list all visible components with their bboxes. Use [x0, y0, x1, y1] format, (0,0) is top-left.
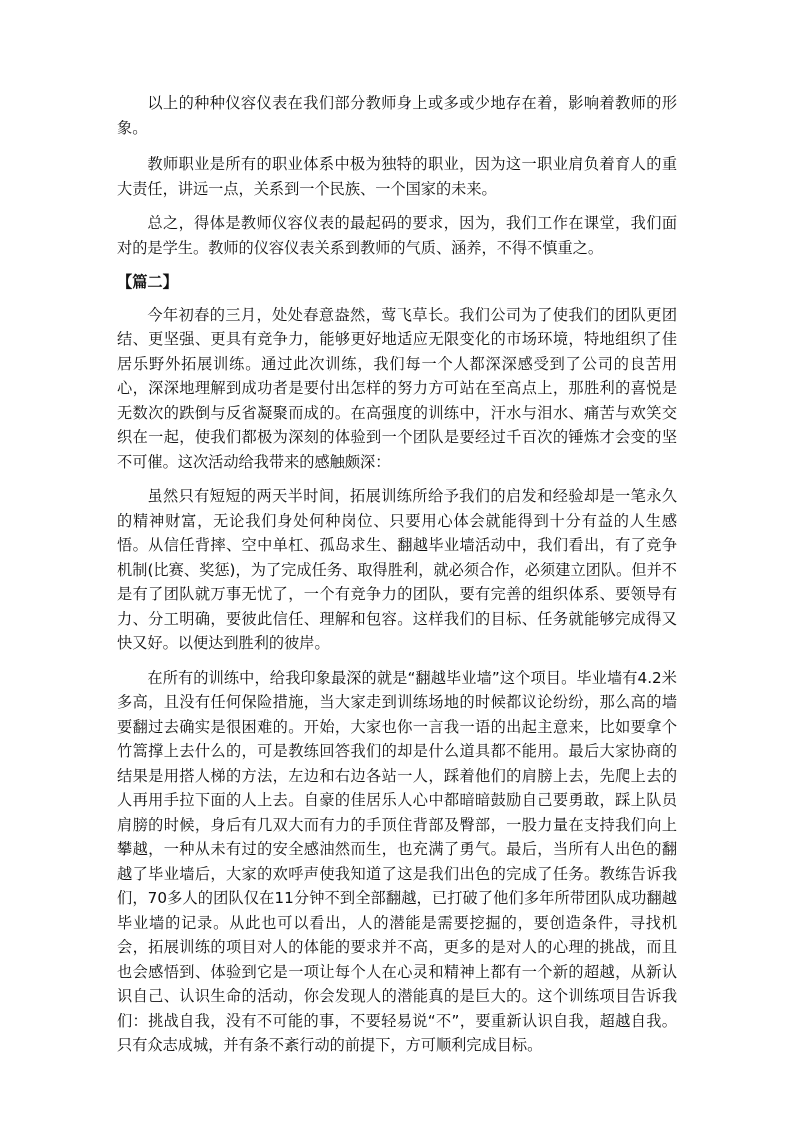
body-paragraph-3: 在所有的训练中，给我印象最深的就是“翻越毕业墙”这个项目。毕业墙有4.2米多高，且没有任何保险措施，当大家走到训练场地的时候都议论纷纷，那么高的墙要翻过去确实是很困难的。开始，大家也你一言我一语的出起主意来，比如要拿个竹篙撑上去什么的，可是教练回答我们的却是什么道具都不能用。最后大家协商的结果是用搭人梯的方法，左边和右边各站一人，踩着他们的肩膀上去，先爬上去的人再用手拉下面的人上去。自豪的佳居乐人心中都暗暗鼓励自己要勇敢，踩上队员肩膀的时候，身后有几双大而有力的手顶住背部及臀部，一股力量在支持我们向上攀越，一种从未有过的安全感油然而生，也充满了勇气。最后，当所有人出色的翻越了毕业墙后，大家的欢呼声使我知道了这是我们出色的完成了任务。教练告诉我们，70多人的团队仅在11分钟不到全部翻越，已打破了他们多年所带团队成功翻越毕业墙的记录。从此也可以看出，人的潜能是需要挖掘的，要创造条件，寻找机会，拓展训练的项目对人的体能的要求并不高，更多的是对人的心理的挑战，而且也会感悟到、体验到它是一项让每个人在心灵和精神上都有一个新的超越，从新认识自己、认识生命的活动，你会发现人的潜能真的是巨大的。这个训练项目告诉我们：挑战自我，没有不可能的事，不要轻易说“不”，要重新认识自我，超越自我。只有众志成城，并有条不紊行动的前提下，方可顺利完成目标。: [117, 668, 677, 1054]
section-heading: 【篇二】: [117, 273, 178, 291]
document-page: [117, 91, 677, 1068]
intro-paragraph-1: 以上的种种仪容仪表在我们部分教师身上或多或少地存在着，影响着教师的形象。: [117, 94, 677, 137]
body-paragraph-1: 今年初春的三月，处处春意盎然，莺飞草长。我们公司为了使我们的团队更团结、更坚强、更具有竞争力，能够更好地适应无限变化的市场环境，特地组织了佳居乐野外拓展训练。通过此次训练，我们每一个人都深深感受到了公司的良苦用心，深深地理解到成功者是要付出怎样的努力方可站在至高点上，那胜利的喜悦是无数次的跌倒与反省凝聚而成的。在高强度的训练中，汗水与泪水、痛苦与欢笑交织在一起，使我们都极为深刻的体验到一个团队是要经过千百次的锤炼才会变的坚不可催。这次活动给我带来的感触颇深：: [117, 305, 677, 471]
intro-paragraph-3: 总之，得体是教师仪容仪表的最起码的要求，因为，我们工作在课堂，我们面对的是学生。教师的仪容仪表关系到教师的气质、涵养，不得不慎重之。: [117, 214, 677, 257]
intro-paragraph-2: 教师职业是所有的职业体系中极为独特的职业，因为这一职业肩负着育人的重大责任，讲远一点，关系到一个民族、一个国家的未来。: [117, 155, 677, 198]
body-paragraph-2: 虽然只有短短的两天半时间，拓展训练所给予我们的启发和经验却是一笔永久的精神财富，无论我们身处何种岗位、只要用心体会就能得到十分有益的人生感悟。从信任背摔、空中单杠、孤岛求生、翻越毕业墙活动中，我们看出，有了竞争机制(比赛、奖惩)，为了完成任务、取得胜利，就必须合作，必须建立团队。但并不是有了团队就万事无忧了，一个有竞争力的团队，要有完善的组织体系、要领导有力、分工明确，要彼此信任、理解和包容。这样我们的目标、任务就能够完成得又快又好。以便达到胜利的彼岸。: [117, 487, 677, 652]
